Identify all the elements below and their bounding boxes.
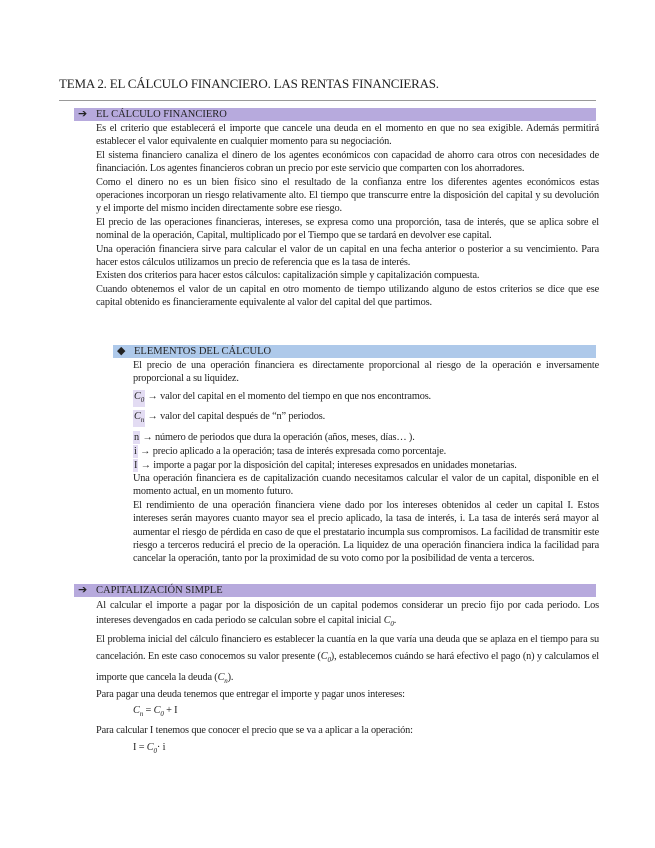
section-label: ELEMENTOS DEL CÁLCULO	[134, 346, 272, 357]
section-header-calculo-financiero	[74, 108, 596, 121]
section-2-paragraph-2: El problema inicial del cálculo financiero es establecer la cuantía en la que varía una deuda que se aplaza en el tiempo para su cancelación. En este caso conocemos su valor presente $(C_0)$, establecemos cuándo se hará efectivo el pago (n) y calculamos el importe que cancela la deuda $(C_n)$.	[96, 634, 599, 686]
symbol-cn: $C_n$	[133, 410, 145, 427]
symbol-n: n	[134, 432, 139, 443]
section-2-paragraph-4: Para calcular I tenemos que conocer el precio que se va a aplicar a la operación:	[96, 725, 413, 736]
elementos-intro: El precio de una operación financiera es directamente proporcional al riesgo de la operación e inversamente proporcional a su liquidez.	[133, 360, 599, 385]
symbol-cn: $C_n$	[217, 672, 228, 686]
arrow-right-icon: ➔	[78, 583, 88, 596]
paragraph: Es el criterio que establecerá el importe que cancele una deuda en el momento en que no sea exigible. Además permitirá establecer el valor equivalente en cualquier momento para su negociación.	[96, 123, 599, 148]
section-header-capitalizacion-simple	[74, 584, 596, 597]
arrow-right-icon: ➔	[78, 107, 88, 120]
section-label: CAPITALIZACIÓN SIMPLE	[96, 585, 223, 596]
section-1-body	[96, 122, 599, 310]
document-title: TEMA 2. EL CÁLCULO FINANCIERO. LAS RENTAS FINANCIERAS.	[59, 76, 439, 91]
section-header-elementos-del-calculo	[113, 345, 596, 358]
definition-I: I → importe a pagar por la disposición del capital; intereses expresados en unidades monetarias.	[134, 460, 517, 471]
paragraph: El sistema financiero canaliza el dinero de los agentes económicos con capacidad de ahorro cara otros con necesidades de financiación. Los agentes financieros cobran un precio por este servicio que comparten con los ahorradores.	[96, 149, 599, 175]
title-rule	[59, 100, 596, 101]
diamond-bullet-icon: ◆	[117, 344, 126, 357]
paragraph: Existen dos criterios para hacer estos cálculos: capitalización simple y capitalización compuesta.	[96, 270, 480, 282]
symbol-c0: $C_0$	[133, 390, 145, 407]
section-label: EL CÁLCULO FINANCIERO	[96, 109, 227, 120]
formula-interest: $I = C_0\cdot i$	[133, 742, 166, 756]
definition-n: n → número de periodos que dura la operación (años, meses, días… ).	[134, 432, 415, 443]
symbol-c0: $C_0$	[383, 615, 394, 629]
symbol-I: I	[134, 460, 138, 471]
definition-cn: $C_n$ → valor del capital después de “n” periodos.	[133, 410, 325, 427]
paragraph: Como el dinero no es un bien físico sino el resultado de la confianza entre los diferentes agentes económicos estas operaciones incorporan un riesgo relativamente alto. El tiempo que transcurre entre la disposición del capital y su devolución y el importe del mismo inciden directamente sobre ese riesgo.	[96, 176, 599, 215]
section-2-paragraph-3: Para pagar una deuda tenemos que entregar el importe y pagar unos intereses:	[96, 689, 405, 700]
section-2-paragraph-1: Al calcular el importe a pagar por la disposición de un capital podemos considerar un precio fijo por cada periodo. Los intereses devengados en cada periodo se calculan sobre el capital inicial $C_0$.	[96, 600, 599, 629]
paragraph: El precio de las operaciones financieras, intereses, se expresa como una proporción, tasa de interés, que se aplica sobre el nominal de la operación, Capital, multiplicado por el Tiempo que se tardará en devolver ese capital.	[96, 216, 599, 242]
paragraph: Una operación financiera sirve para calcular el valor de un capital en una fecha anterior o posterior a su vencimiento. Para hacer estos cálculos utilizamos un precio de referencia que es la tasa de interés.	[96, 243, 599, 269]
paragraph: Una operación financiera es de capitalización cuando necesitamos calcular el valor de un capital, disponible en el momento actual, en un momento futuro.	[133, 473, 599, 498]
formula-cn: $C_n = C_0 + I$	[133, 705, 178, 719]
definition-c0: $C_0$ → valor del capital en el momento del tiempo en que nos encontramos.	[133, 390, 431, 407]
paragraph: Cuando obtenemos el valor de un capital en otro momento de tiempo utilizando alguno de estos criterios se dice que ese capital obtenido es financieramente equivalente al valor del capital del que partimos.	[96, 283, 599, 309]
elementos-body	[133, 472, 599, 566]
paragraph: El rendimiento de una operación financiera viene dado por los intereses obtenidos al ceder un capital I. Estos intereses serán mayores cuanto mayor sea el precio aplicado, la tasa de interés, i. La tasa de interés será mayor al aumentar el riesgo de pérdida en caso de que el prestatario incumpla sus compromisos. La facilidad de transmitir este riesgo a terceros reducirá el precio de la operación. La liquidez de una operación financiera indica la facilidad para cancelar la operación, tanto por la proximidad de su voto como por la posibilidad de venta a terceros.	[133, 499, 599, 565]
definition-i: i → precio aplicado a la operación; tasa de interés expresada como porcentaje.	[134, 446, 447, 457]
symbol-c0: $C_0$	[320, 651, 331, 665]
symbol-i: i	[134, 446, 137, 457]
